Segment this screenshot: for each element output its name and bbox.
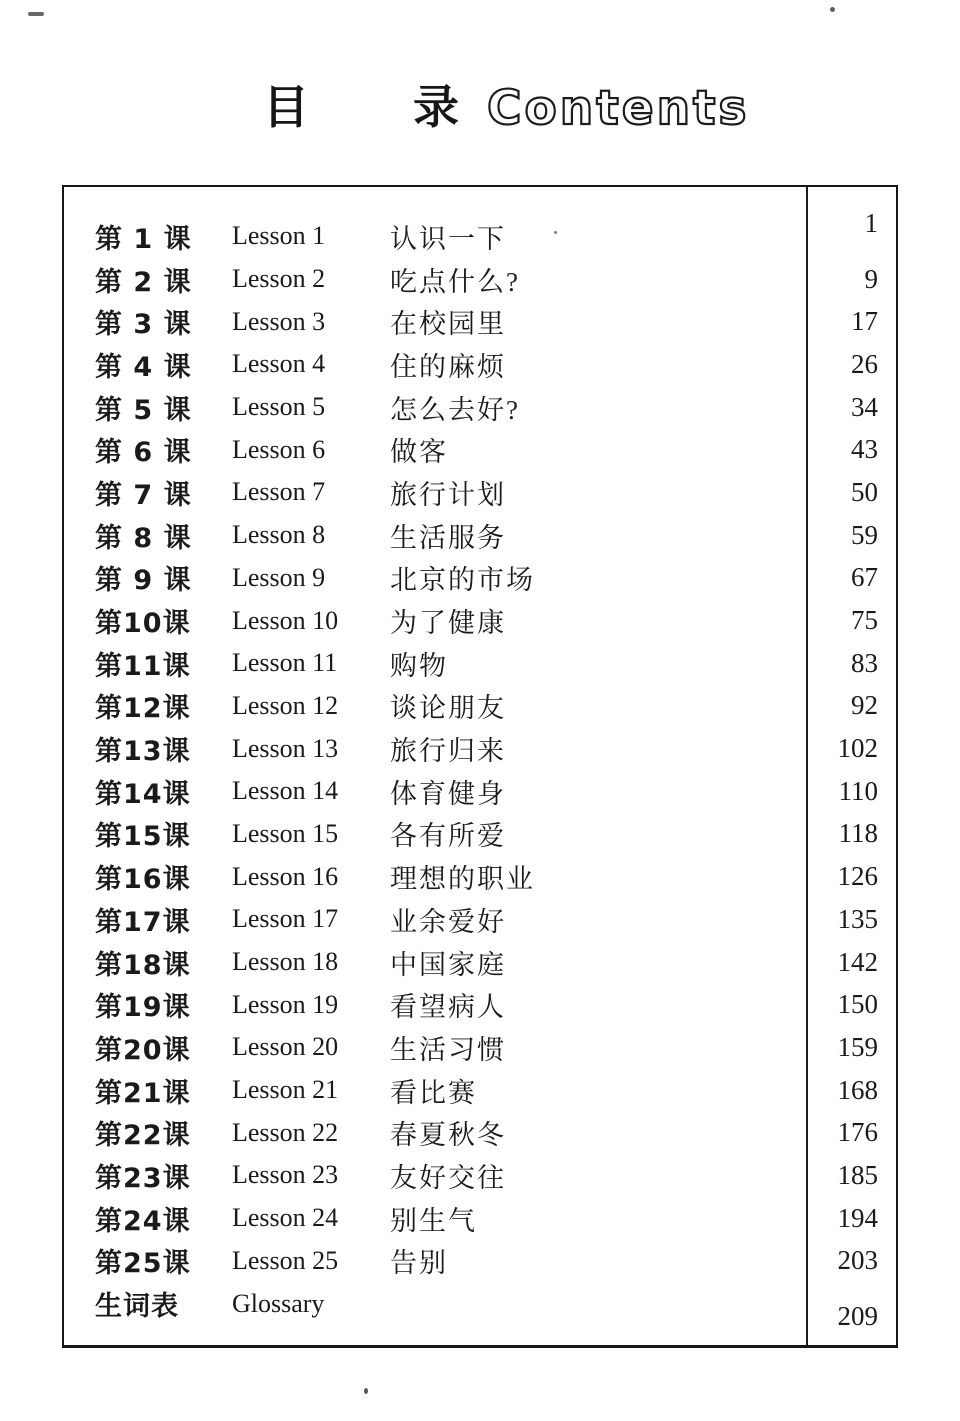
lesson-title-zh: 理想的职业 <box>390 864 535 895</box>
lesson-number-en: Lesson 8 <box>232 520 326 550</box>
title-en-contents: Contents <box>487 81 750 136</box>
lesson-title-zh: 看比赛 <box>390 1077 477 1108</box>
lesson-number-en: Lesson 23 <box>232 1160 339 1190</box>
lesson-number-en: Lesson 19 <box>232 989 339 1019</box>
page-number: 17 <box>851 306 878 337</box>
lesson-title-zh: 生活习惯 <box>390 1034 506 1065</box>
toc-row-list <box>64 207 896 1332</box>
lesson-title-zh: 谈论朋友 <box>390 693 506 724</box>
lesson-number-en: Lesson 9 <box>232 562 326 592</box>
lesson-number-zh: 第16课 <box>95 864 191 896</box>
lesson-number-zh: 第18课 <box>95 949 191 981</box>
toc-row <box>64 685 896 728</box>
page-number: 34 <box>851 391 878 422</box>
page-number: 9 <box>864 263 878 294</box>
lesson-title-zh: 旅行计划 <box>390 479 506 510</box>
page-number: 126 <box>837 861 878 892</box>
page-number: 92 <box>851 690 878 721</box>
toc-row <box>64 813 896 856</box>
contents-table <box>62 185 898 1348</box>
lesson-number-zh: 第10课 <box>95 608 191 640</box>
lesson-number-en: Lesson 2 <box>232 264 326 294</box>
lesson-number-zh: 第 3 课 <box>95 309 192 341</box>
lesson-title-zh: 住的麻烦 <box>390 351 506 382</box>
toc-row <box>64 1240 896 1283</box>
lesson-number-zh: 第20课 <box>95 1034 191 1066</box>
toc-row <box>64 1026 896 1069</box>
lesson-number-en: Lesson 22 <box>232 1117 339 1147</box>
lesson-number-en: Lesson 15 <box>232 818 339 848</box>
lesson-title-zh: 春夏秋冬 <box>390 1120 506 1151</box>
lesson-number-en: Lesson 16 <box>232 861 339 891</box>
toc-row <box>64 1197 896 1240</box>
page-number: 102 <box>837 733 878 764</box>
lesson-number-en: Lesson 1 <box>232 221 326 251</box>
scan-artifact <box>554 231 557 234</box>
scan-artifact <box>364 1388 368 1394</box>
lesson-title-zh: 北京的市场 <box>390 565 535 596</box>
page-number: 75 <box>851 605 878 636</box>
lesson-number-zh: 第19课 <box>95 992 191 1024</box>
lesson-number-zh: 第 1 课 <box>95 223 192 255</box>
lesson-number-en: Lesson 11 <box>232 648 338 678</box>
lesson-number-en: Lesson 12 <box>232 690 339 720</box>
lesson-number-en: Lesson 25 <box>232 1245 339 1275</box>
toc-row <box>64 855 896 898</box>
page-number: 150 <box>837 989 878 1020</box>
page-number: 185 <box>837 1159 878 1190</box>
lesson-title-zh: 中国家庭 <box>390 949 506 980</box>
lesson-number-en: Lesson 17 <box>232 904 339 934</box>
toc-row <box>64 557 896 600</box>
lesson-title-zh: 别生气 <box>390 1205 477 1236</box>
lesson-title-zh: 友好交往 <box>390 1162 506 1193</box>
lesson-title-zh: 体育健身 <box>390 778 506 809</box>
toc-row <box>64 941 896 984</box>
page-number: 110 <box>838 775 878 806</box>
lesson-number-zh: 第 9 课 <box>95 565 192 597</box>
page-number: 118 <box>838 818 878 849</box>
toc-row <box>64 898 896 941</box>
lesson-number-zh: 第 5 课 <box>95 394 192 426</box>
lesson-title-zh: 购物 <box>390 650 448 681</box>
toc-row <box>64 1069 896 1112</box>
page-number: 1 <box>864 207 878 238</box>
toc-row <box>64 599 896 642</box>
lesson-number-zh: 第 2 课 <box>95 266 192 298</box>
lesson-title-zh: 生活服务 <box>390 522 506 553</box>
toc-row <box>64 983 896 1026</box>
lesson-number-zh: 第24课 <box>95 1205 191 1237</box>
toc-row <box>64 1111 896 1154</box>
toc-row <box>64 300 896 343</box>
lesson-number-en: Lesson 6 <box>232 434 326 464</box>
lesson-number-zh: 第 6 课 <box>95 437 192 469</box>
page-number: 159 <box>837 1031 878 1062</box>
lesson-number-en: Lesson 13 <box>232 733 339 763</box>
page-number: 168 <box>837 1074 878 1105</box>
lesson-title-zh: 各有所爱 <box>390 821 506 852</box>
title-zh-char-mu: 目 <box>263 82 309 133</box>
page-number: 83 <box>851 647 878 678</box>
toc-row <box>64 207 896 258</box>
toc-row <box>64 1154 896 1197</box>
lesson-number-en: Lesson 7 <box>232 477 326 507</box>
lesson-title-zh: 为了健康 <box>390 608 506 639</box>
lesson-number-zh: 第23课 <box>95 1162 191 1194</box>
lesson-number-zh: 生词表 <box>95 1291 179 1323</box>
scan-artifact <box>830 7 835 12</box>
page-number: 67 <box>851 562 878 593</box>
toc-row <box>64 386 896 429</box>
lesson-number-en: Lesson 21 <box>232 1075 339 1105</box>
page-number: 209 <box>837 1301 878 1332</box>
page-number: 43 <box>851 434 878 465</box>
page-number: 142 <box>837 946 878 977</box>
lesson-number-zh: 第14课 <box>95 778 191 810</box>
page-number: 50 <box>851 476 878 507</box>
lesson-number-zh: 第15课 <box>95 821 191 853</box>
lesson-title-zh: 业余爱好 <box>390 906 506 937</box>
page-number: 59 <box>851 519 878 550</box>
lesson-number-zh: 第 4 课 <box>95 351 192 383</box>
lesson-number-zh: 第13课 <box>95 736 191 768</box>
lesson-number-en: Lesson 10 <box>232 605 339 635</box>
page-number: 26 <box>851 348 878 379</box>
lesson-title-zh: 吃点什么? <box>390 266 520 297</box>
lesson-title-zh: 看望病人 <box>390 992 506 1023</box>
lesson-title-zh: 告别 <box>390 1248 448 1279</box>
toc-row <box>64 258 896 301</box>
lesson-title-zh: 做客 <box>390 437 448 468</box>
lesson-number-zh: 第11课 <box>95 650 191 682</box>
lesson-title-zh: 怎么去好? <box>390 394 520 425</box>
page-number: 135 <box>837 903 878 934</box>
toc-row <box>64 471 896 514</box>
lesson-number-en: Lesson 14 <box>232 776 339 806</box>
lesson-number-zh: 第25课 <box>95 1248 191 1280</box>
page-number: 176 <box>837 1117 878 1148</box>
lesson-number-zh: 第21课 <box>95 1077 191 1109</box>
toc-row <box>64 514 896 557</box>
toc-row <box>64 727 896 770</box>
lesson-number-zh: 第17课 <box>95 906 191 938</box>
toc-row <box>64 770 896 813</box>
toc-row <box>64 343 896 386</box>
lesson-title-zh: 认识一下 <box>390 223 506 254</box>
scan-artifact <box>28 12 44 16</box>
lesson-number-en: Lesson 20 <box>232 1032 339 1062</box>
lesson-number-zh: 第12课 <box>95 693 191 725</box>
lesson-number-en: Lesson 3 <box>232 306 326 336</box>
lesson-number-en: Lesson 4 <box>232 349 326 379</box>
lesson-number-en: Lesson 24 <box>232 1203 339 1233</box>
lesson-number-zh: 第22课 <box>95 1120 191 1152</box>
lesson-title-zh: 在校园里 <box>390 309 506 340</box>
page-number: 203 <box>837 1245 878 1276</box>
lesson-number-en: Lesson 18 <box>232 947 339 977</box>
lesson-title-zh: 旅行归来 <box>390 736 506 767</box>
toc-row <box>64 428 896 471</box>
title-zh-char-lu: 录 <box>413 82 459 133</box>
page-number: 194 <box>837 1202 878 1233</box>
toc-row <box>64 642 896 685</box>
toc-row <box>64 1282 896 1332</box>
page-title <box>0 78 960 144</box>
lesson-number-en: Lesson 5 <box>232 392 326 422</box>
lesson-number-zh: 第 7 课 <box>95 479 192 511</box>
lesson-number-en: Glossary <box>232 1288 325 1318</box>
lesson-number-zh: 第 8 课 <box>95 522 192 554</box>
